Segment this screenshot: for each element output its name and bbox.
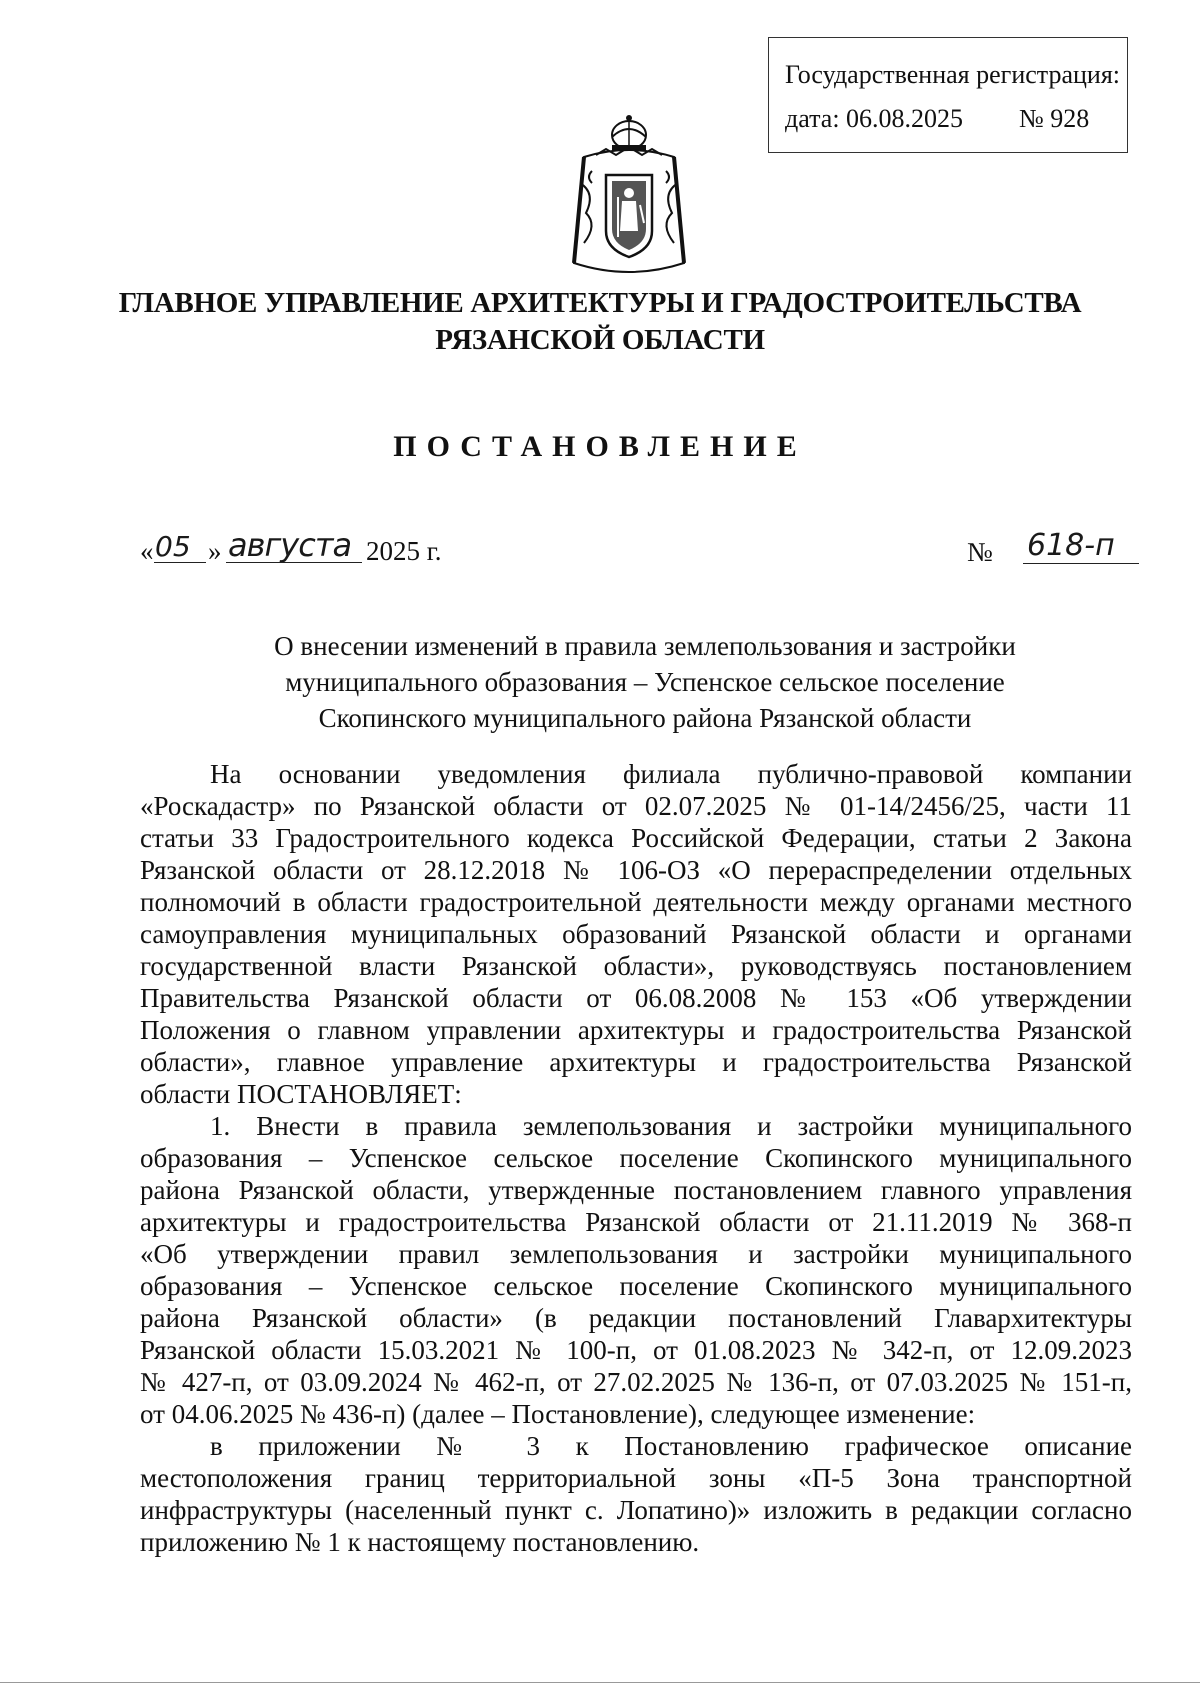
item-1-line: 1. Внести в правила землепользования и застройки муниципального bbox=[210, 1111, 1132, 1141]
item-1-line: архитектуры и градостроительства Рязанской области от 21.11.2019 № 368-п bbox=[140, 1207, 1132, 1237]
preamble-line: самоуправления муниципальных образований Рязанской области и органами bbox=[140, 919, 1132, 949]
item-1-line: Рязанской области 15.03.2021 № 100-п, от 01.08.2023 № 342-п, от 12.09.2023 bbox=[140, 1335, 1132, 1365]
item-1-line: района Рязанской области, утвержденные постановлением главного управления bbox=[140, 1175, 1132, 1205]
subject-line: муниципального образования – Успенское сельское поселение bbox=[285, 667, 1005, 697]
date-close-quote: » bbox=[208, 536, 222, 566]
item-1-sub-line: в приложении № 3 к Постановлению графическое описание bbox=[210, 1431, 1132, 1461]
preamble-line: На основании уведомления филиала публично-правовой компании bbox=[210, 759, 1132, 789]
state-registration-box bbox=[768, 37, 1128, 153]
date-month-underline bbox=[226, 562, 362, 563]
preamble-line: области», главное управление архитектуры и градостроительства Рязанской bbox=[140, 1047, 1132, 1077]
document-subject bbox=[140, 628, 1150, 736]
registration-number: № 928 bbox=[1019, 104, 1090, 133]
registration-date: дата: 06.08.2025 bbox=[785, 104, 964, 133]
item-1-sub-line: инфраструктуры (населенный пункт с. Лопатино)» изложить в редакции согласно bbox=[140, 1495, 1132, 1525]
item-1-line: от 04.06.2025 № 436-п) (далее – Постановление), следующее изменение: bbox=[140, 1399, 976, 1429]
item-1-line: образования – Успенское сельское поселение Скопинского муниципального bbox=[140, 1271, 1132, 1301]
preamble-line: полномочий в области градостроительной деятельности между органами местного bbox=[140, 887, 1132, 917]
item-1-line: района Рязанской области» (в редакции постановлений Главархитектуры bbox=[140, 1303, 1132, 1333]
document-date bbox=[140, 526, 480, 570]
preamble-line: статьи 33 Градостроительного кодекса Российской Федерации, статьи 2 Закона bbox=[140, 823, 1132, 853]
preamble-line: Положения о главном управлении архитектуры и градостроительства Рязанской bbox=[140, 1015, 1132, 1045]
preamble-line: Правительства Рязанской области от 06.08.2008 № 153 «Об утверждении bbox=[140, 983, 1132, 1013]
item-1-line: образования – Успенское сельское поселение Скопинского муниципального bbox=[140, 1143, 1132, 1173]
date-open-quote: « bbox=[140, 536, 154, 566]
preamble-line: «Роскадастр» по Рязанской области от 02.07.2025 № 01-14/2456/25, части 11 bbox=[140, 791, 1132, 821]
number-handwritten: 618-п bbox=[1027, 528, 1115, 563]
document-body bbox=[140, 758, 1132, 1558]
org-title-line-2: РЯЗАНСКОЙ ОБЛАСТИ bbox=[435, 324, 765, 356]
coat-of-arms-icon bbox=[566, 113, 692, 283]
document-type-heading: ПОСТАНОВЛЕНИЕ bbox=[393, 430, 807, 463]
item-1-sub-line: приложению № 1 к настоящему постановлению. bbox=[140, 1527, 700, 1557]
page-bottom-rule bbox=[0, 1682, 1200, 1683]
preamble-line: государственной власти Рязанской области», руководствуясь постановлением bbox=[140, 951, 1132, 981]
date-day-underline bbox=[154, 562, 206, 563]
preamble-line: Рязанской области от 28.12.2018 № 106-ОЗ «О перераспределении отдельных bbox=[140, 855, 1132, 885]
date-year: 2025 г. bbox=[366, 536, 442, 566]
date-month-handwritten: августа bbox=[228, 526, 352, 564]
preamble-line: области ПОСТАНОВЛЯЕТ: bbox=[140, 1079, 462, 1109]
registration-title: Государственная регистрация: bbox=[785, 60, 1121, 89]
subject-line: Скопинского муниципального района Рязанской области bbox=[318, 703, 972, 733]
date-day-handwritten: 05 bbox=[155, 530, 191, 563]
document-number bbox=[967, 530, 1142, 570]
subject-line: О внесении изменений в правила землепользования и застройки bbox=[274, 631, 1016, 661]
item-1-line: № 427-п, от 03.09.2024 № 462-п, от 27.02.2025 № 136-п, от 07.03.2025 № 151-п, bbox=[140, 1367, 1132, 1397]
number-underline bbox=[1023, 563, 1139, 564]
number-sign: № bbox=[967, 537, 993, 567]
item-1-sub-line: местоположения границ территориальной зоны «П-5 Зона транспортной bbox=[140, 1463, 1132, 1493]
org-title-line-1: ГЛАВНОЕ УПРАВЛЕНИЕ АРХИТЕКТУРЫ И ГРАДОСТРОИТЕЛЬСТВА bbox=[118, 287, 1082, 319]
item-1-line: «Об утверждении правил землепользования и застройки муниципального bbox=[140, 1239, 1132, 1269]
